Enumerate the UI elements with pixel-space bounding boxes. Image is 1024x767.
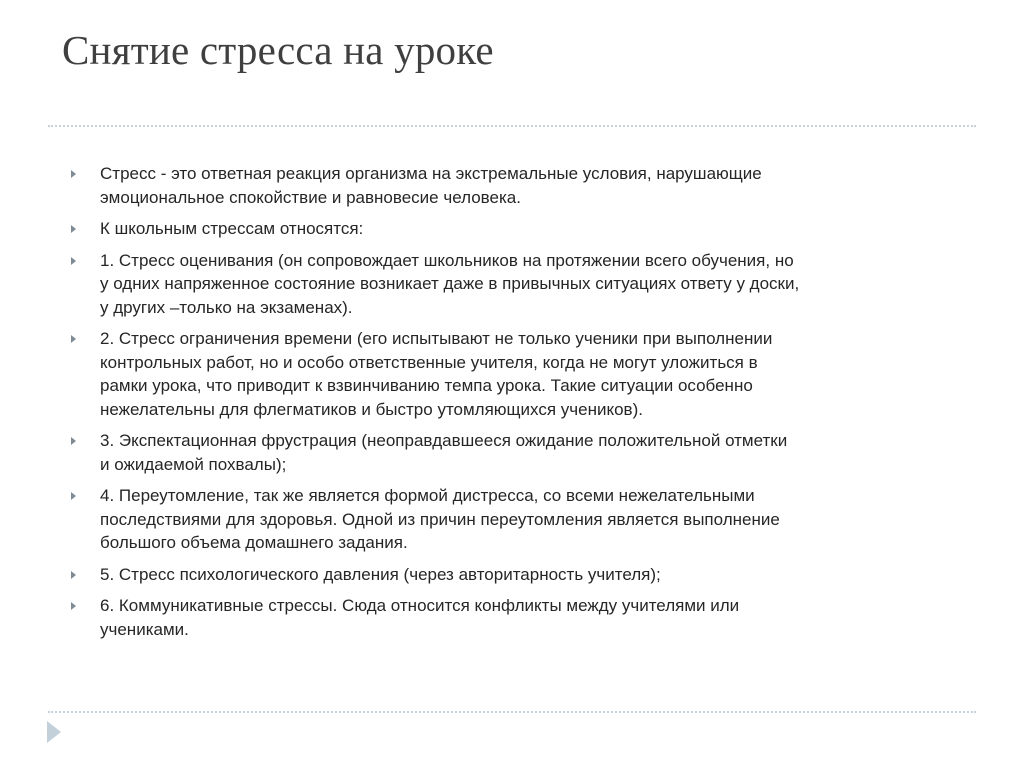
triangle-bullet-icon <box>71 571 76 579</box>
triangle-bullet-icon <box>71 170 76 178</box>
triangle-bullet-icon <box>71 437 76 445</box>
bullet-item <box>0 594 920 641</box>
triangle-bullet-icon <box>71 492 76 500</box>
next-slide-arrow-icon[interactable] <box>47 721 61 743</box>
bullet-text: Стресс - это ответная реакция организма на экстремальные условия, нарушающие эмоциональное спокойствие и равновесие человека. <box>100 164 762 207</box>
bullet-item <box>0 429 920 476</box>
slide-title: Снятие стресса на уроке <box>62 27 494 73</box>
triangle-bullet-icon <box>71 225 76 233</box>
triangle-bullet-icon <box>71 602 76 610</box>
bullet-text: 3. Экспектационная фрустрация (неоправдавшееся ожидание положительной отметки и ожидаемой похвалы); <box>100 431 788 474</box>
bullet-item <box>0 249 920 320</box>
bullet-list <box>0 162 920 649</box>
bullet-text: К школьным стрессам относятся: <box>100 219 364 238</box>
bullet-item <box>0 484 920 555</box>
bullet-text: 6. Коммуникативные стрессы. Сюда относится конфликты между учителями или учениками. <box>100 596 740 639</box>
bullet-text: 4. Переутомление, так же является формой дистресса, со всеми нежелательными последствиями для здоровья. Одной из причин переутомления является выполнение большого объема домашнего задания. <box>100 486 780 552</box>
bullet-item <box>0 217 920 241</box>
bullet-item <box>0 162 920 209</box>
bullet-text: 1. Стресс оценивания (он сопровождает школьников на протяжении всего обучения, но у одних напряженное состояние возникает даже в привычных ситуациях ответу у доски, у других –только на экзаменах). <box>100 250 800 317</box>
bullet-text: 2. Стресс ограничения времени (его испытывают не только ученики при выполнении контрольных работ, но и особо ответственные учителя, когда не могут уложиться в рамки урока, что приводит к взвинчиванию темпа урока. Такие ситуации особенно нежелательны для флегматиков и быстро утомляющихся учеников). <box>100 329 773 419</box>
footer-divider <box>48 711 976 713</box>
bullet-text: 5. Стресс психологического давления (через авторитарность учителя); <box>100 564 661 584</box>
triangle-bullet-icon <box>71 335 76 343</box>
bullet-item <box>0 563 920 587</box>
triangle-bullet-icon <box>71 257 76 265</box>
title-divider <box>48 125 976 127</box>
bullet-item <box>0 327 920 421</box>
